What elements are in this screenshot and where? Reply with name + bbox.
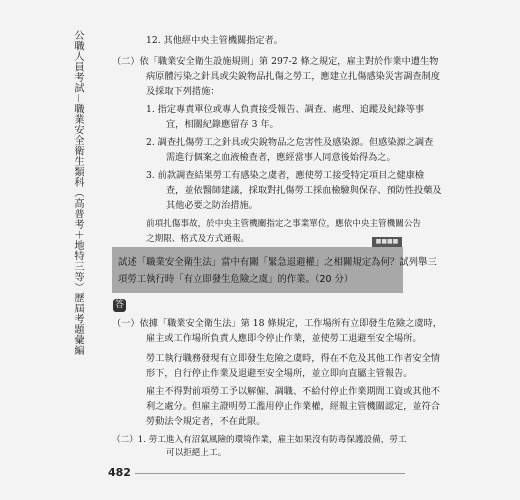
footer-rule <box>135 473 405 474</box>
text-line: 其他必要之防治措施。 <box>166 200 258 211</box>
running-side-title: 公職人員考試－職業安全衛生類科（高普考＋地特三等）歷屆考題彙編 <box>72 30 83 356</box>
text-line: 可以拒絕上工。 <box>166 448 227 458</box>
text-line: 勞動法令規定者，不在此限。 <box>146 416 266 427</box>
text-line: 勞工執行職務發現有立即發生危險之虞時，得在不危及其他工作者安全情 <box>146 353 440 364</box>
text-line: 3. 前款調查結果勞工有感染之虞者，應使勞工接受特定項目之健康檢 <box>146 170 425 181</box>
text-line: 2. 調查扎傷勞工之針具或尖銳物品之危害性及感染源。但感染源之調查 <box>146 137 434 148</box>
text-line: 及採取下列措施： <box>146 86 220 97</box>
text-line: 利之處分。但雇主證明勞工濫用停止作業權，經報主管機關認定，並符合 <box>146 401 440 412</box>
text-line: 查，並依醫師建議，採取對扎傷勞工採血檢驗與保存、預防性投藥及 <box>166 185 442 196</box>
page-number: 482 <box>108 466 131 479</box>
text-line: 雇主或工作場所負責人應即令停止作業，並使勞工退避至安全場所。 <box>146 333 422 344</box>
text-line: 需進行個案之血液檢查者，應經當事人同意後始得為之。 <box>166 152 396 163</box>
text-line: 宜，相關紀錄應留存 3 年。 <box>166 119 279 130</box>
text-line: 形下，自行停止作業及退避至安全場所，並立即向直屬主管報告。 <box>146 368 413 379</box>
answer-icon: 答 <box>114 300 124 310</box>
text-line: （二）依「職業安全衛生設施規則」第 297-2 條之規定，雇主對於作業中遭生物 <box>112 56 439 67</box>
question-line: 項勞工執行時「有立即發生危險之虞」的作業。（20 分） <box>118 274 354 285</box>
text-line: 前項扎傷事故，於中央主管機關指定之事業單位，應依中央主管機關公告 <box>146 219 422 229</box>
text-line: （一）依據「職業安全衛生法」第 18 條規定，工作場所有立即發生危險之虞時， <box>112 318 442 329</box>
text-line: 之期限、格式及方式通報。 <box>146 234 250 244</box>
text-line: （二）1. 勞工進入有沼氣風險的環境作業，雇主如果沒有防毒保護設備，勞工 <box>112 435 407 445</box>
question-tag: ■■■■ <box>372 237 402 247</box>
text-line: 病原體污染之針具或尖銳物品扎傷之勞工，應建立扎傷感染災害調查制度 <box>146 71 440 82</box>
text-line: 1. 指定專責單位或專人負責接受報告、調查、處理、追蹤及紀錄等事 <box>146 104 425 115</box>
text-line: 雇主不得對前項勞工予以解僱、調職、不給付停止作業期間工資或其他不 <box>146 386 440 397</box>
question-line: 試述「職業安全衛生法」當中有關「緊急退避權」之相關規定為何？試列舉三 <box>118 257 437 268</box>
text-line: 12. 其他經中央主管機關指定者。 <box>146 35 283 46</box>
question-box <box>112 247 437 293</box>
